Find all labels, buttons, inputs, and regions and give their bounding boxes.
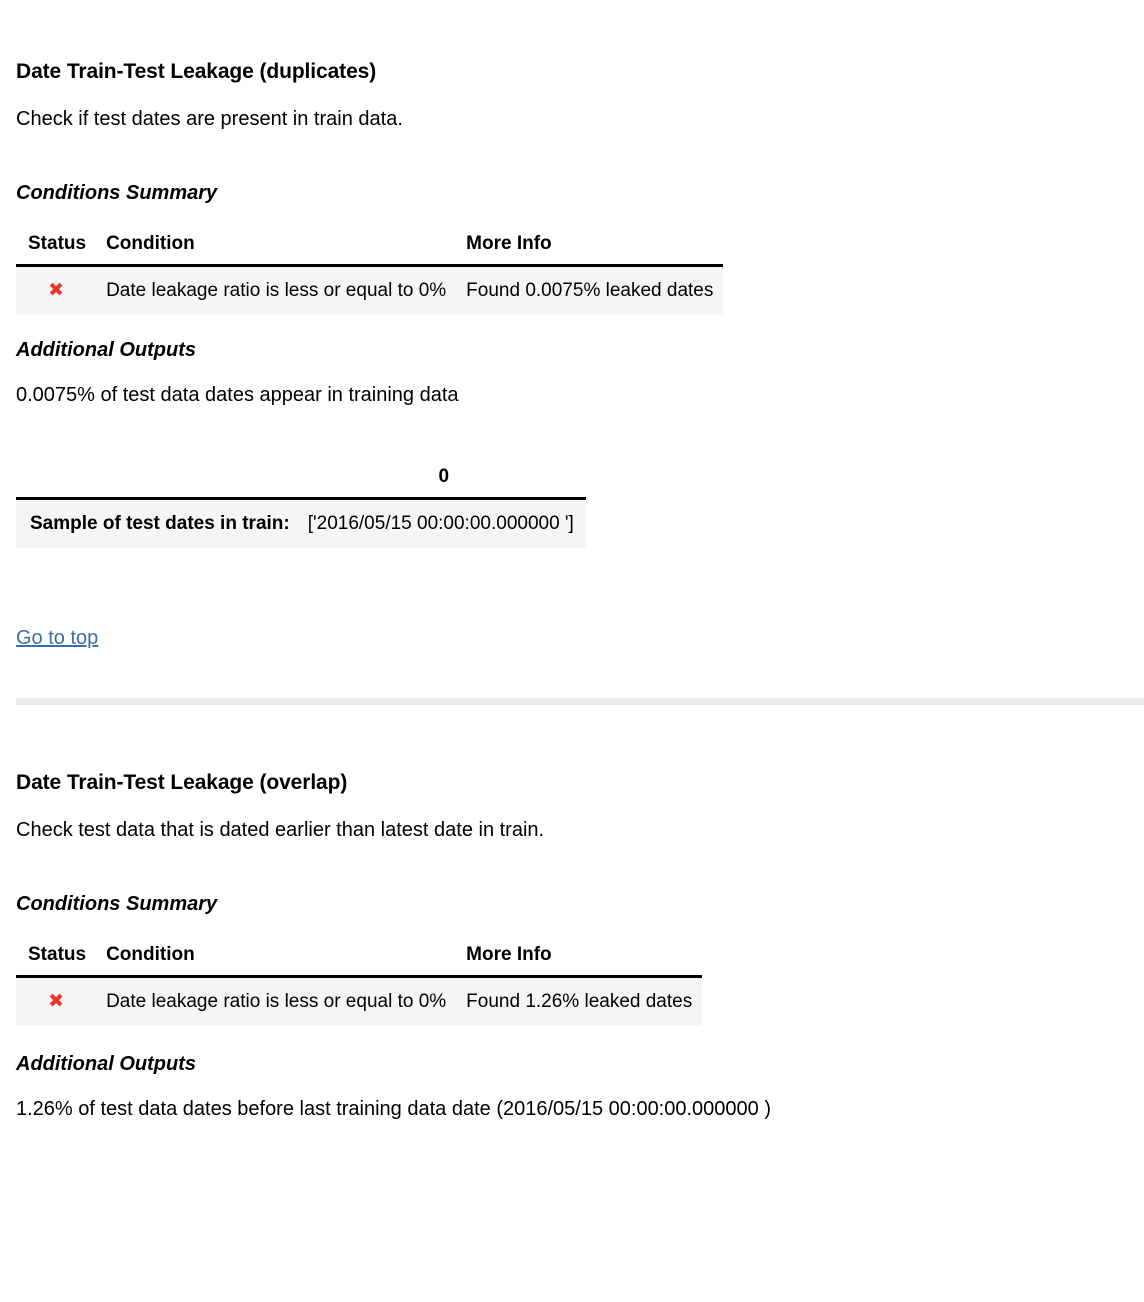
go-to-top-link[interactable]: Go to top (16, 627, 99, 650)
page-title: Date Train-Test Leakage (overlap) (16, 771, 348, 795)
table-head (16, 229, 723, 266)
table-body (16, 499, 586, 549)
spacer (16, 84, 1128, 107)
spacer (0, 705, 1144, 770)
table-head (16, 940, 702, 977)
table-row (16, 266, 723, 316)
spacer (16, 408, 1128, 462)
cell-condition: Date leakage ratio is less or equal to 0% (96, 266, 456, 316)
row-index-label: Sample of test dates in train: (16, 499, 302, 549)
conditions-summary-table (16, 940, 702, 1026)
table-header-row (16, 462, 586, 499)
spacer (16, 315, 1128, 338)
spacer (16, 650, 1128, 698)
spacer (16, 132, 1128, 181)
spacer (16, 548, 1128, 627)
conditions-summary-heading: Conditions Summary (16, 182, 218, 205)
conditions-summary-table (16, 229, 723, 315)
spacer (16, 205, 1128, 229)
section-divider (16, 698, 1144, 705)
cell-condition: Date leakage ratio is less or equal to 0% (96, 977, 456, 1027)
column-header-more-info: More Info (456, 940, 702, 977)
additional-output-text: 0.0075% of test data dates appear in training data (16, 384, 459, 407)
cell-sample-value: ['2016/05/15 00:00:00.000000 '] (302, 499, 586, 549)
column-header-status: Status (16, 229, 96, 266)
table-body (16, 977, 702, 1027)
column-header-more-info: More Info (456, 229, 723, 266)
bottom-spacer (0, 1122, 1144, 1182)
column-header-index (16, 462, 302, 499)
red-x-icon: ✖ (48, 279, 64, 302)
table-header-row (16, 229, 723, 266)
page-title: Date Train-Test Leakage (duplicates) (16, 60, 377, 83)
cell-more-info: Found 1.26% leaked dates (456, 977, 702, 1027)
spacer (16, 843, 1128, 892)
additional-outputs-heading: Additional Outputs (16, 1053, 196, 1076)
column-header-condition: Condition (96, 940, 456, 977)
check-description: Check test data that is dated earlier than latest date in train. (16, 819, 545, 842)
column-header-status: Status (16, 940, 96, 977)
table-head (16, 462, 586, 499)
check-section-date-leakage-overlap (0, 770, 1144, 1122)
table-row (16, 499, 586, 549)
cell-status (16, 977, 96, 1027)
conditions-summary-heading: Conditions Summary (16, 893, 218, 916)
table-header-row (16, 940, 702, 977)
additional-outputs-heading: Additional Outputs (16, 339, 196, 362)
table-body (16, 266, 723, 316)
top-spacer (0, 0, 1144, 59)
column-header-condition: Condition (96, 229, 456, 266)
check-section-date-leakage-duplicates (0, 59, 1144, 698)
column-header-0: 0 (302, 462, 586, 499)
additional-output-text: 1.26% of test data dates before last training data date (2016/05/15 00:00:00.000000 ) (16, 1098, 771, 1121)
check-description: Check if test dates are present in train data. (16, 108, 403, 131)
cell-more-info: Found 0.0075% leaked dates (456, 266, 723, 316)
spacer (16, 916, 1128, 940)
spacer (16, 1076, 1128, 1097)
sample-dates-table (16, 462, 586, 548)
red-x-icon: ✖ (48, 990, 64, 1013)
spacer (16, 362, 1128, 383)
cell-status (16, 266, 96, 316)
spacer (16, 795, 1128, 818)
spacer (16, 1026, 1128, 1052)
table-row (16, 977, 702, 1027)
